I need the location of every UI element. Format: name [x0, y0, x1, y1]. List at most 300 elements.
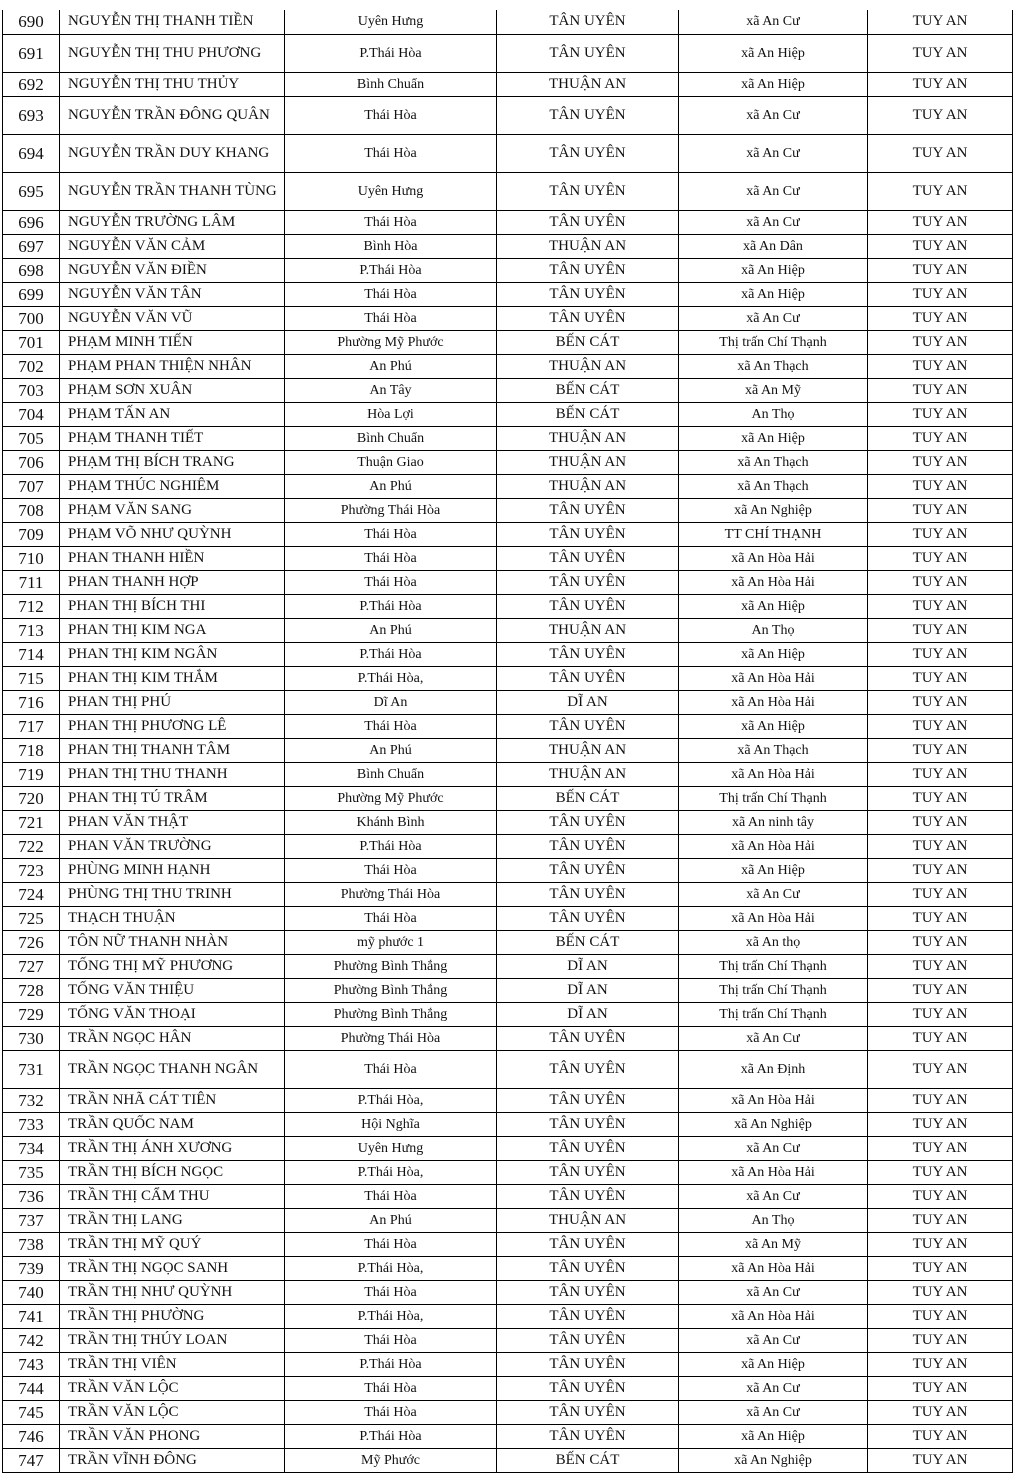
- full-name-cell: PHAN THỊ KIM NGÂN: [60, 642, 285, 666]
- hometown-commune-cell: xã An ninh tây: [679, 810, 868, 834]
- district-cell: TÂN UYÊN: [497, 666, 679, 690]
- row-number-cell: 741: [3, 1304, 60, 1328]
- hometown-district-cell: TUY AN: [868, 570, 1013, 594]
- ward-cell: P.Thái Hòa,: [285, 1256, 497, 1280]
- ward-cell: Bình Chuẩn: [285, 762, 497, 786]
- hometown-commune-cell: xã An Thạch: [679, 738, 868, 762]
- hometown-commune-cell: xã An Hòa Hải: [679, 546, 868, 570]
- district-cell: THUẬN AN: [497, 738, 679, 762]
- district-cell: THUẬN AN: [497, 72, 679, 96]
- row-number-cell: 744: [3, 1376, 60, 1400]
- district-cell: TÂN UYÊN: [497, 1424, 679, 1448]
- full-name-cell: TRẦN THỊ NHƯ QUỲNH: [60, 1280, 285, 1304]
- hometown-district-cell: TUY AN: [868, 1208, 1013, 1232]
- hometown-commune-cell: xã An Cư: [679, 1400, 868, 1424]
- hometown-commune-cell: xã An Hòa Hải: [679, 762, 868, 786]
- ward-cell: P.Thái Hòa: [285, 642, 497, 666]
- row-number-cell: 712: [3, 594, 60, 618]
- table-row: [3, 690, 1013, 714]
- table-row: [3, 1160, 1013, 1184]
- ward-cell: Phường Mỹ Phước: [285, 786, 497, 810]
- hometown-district-cell: TUY AN: [868, 306, 1013, 330]
- full-name-cell: NGUYỄN VĂN TÂN: [60, 282, 285, 306]
- row-number-cell: 723: [3, 858, 60, 882]
- hometown-commune-cell: xã An Hòa Hải: [679, 690, 868, 714]
- full-name-cell: NGUYỄN THỊ THU THỦY: [60, 72, 285, 96]
- table-row: [3, 10, 1013, 34]
- hometown-commune-cell: xã An Thạch: [679, 354, 868, 378]
- hometown-district-cell: TUY AN: [868, 258, 1013, 282]
- table-row: [3, 738, 1013, 762]
- table-row: [3, 210, 1013, 234]
- table-row: [3, 134, 1013, 172]
- district-cell: TÂN UYÊN: [497, 1352, 679, 1376]
- district-cell: BẾN CÁT: [497, 786, 679, 810]
- district-cell: BẾN CÁT: [497, 1448, 679, 1472]
- full-name-cell: PHÙNG THỊ THU TRINH: [60, 882, 285, 906]
- table-row: [3, 1256, 1013, 1280]
- full-name-cell: PHAN THỊ KIM NGA: [60, 618, 285, 642]
- row-number-cell: 713: [3, 618, 60, 642]
- full-name-cell: TRẦN VĨNH ĐÔNG: [60, 1448, 285, 1472]
- district-cell: TÂN UYÊN: [497, 498, 679, 522]
- hometown-district-cell: TUY AN: [868, 930, 1013, 954]
- full-name-cell: NGUYỄN TRƯỜNG LÂM: [60, 210, 285, 234]
- table-row: [3, 96, 1013, 134]
- district-cell: TÂN UYÊN: [497, 134, 679, 172]
- district-cell: THUẬN AN: [497, 1208, 679, 1232]
- row-number-cell: 698: [3, 258, 60, 282]
- table-row: [3, 1448, 1013, 1472]
- ward-cell: Thái Hòa: [285, 570, 497, 594]
- ward-cell: P.Thái Hòa: [285, 34, 497, 72]
- row-number-cell: 701: [3, 330, 60, 354]
- district-cell: TÂN UYÊN: [497, 1304, 679, 1328]
- row-number-cell: 695: [3, 172, 60, 210]
- hometown-commune-cell: xã An Hiệp: [679, 282, 868, 306]
- district-cell: TÂN UYÊN: [497, 1280, 679, 1304]
- full-name-cell: TRẦN THỊ BÍCH NGỌC: [60, 1160, 285, 1184]
- district-cell: BẾN CÁT: [497, 930, 679, 954]
- row-number-cell: 703: [3, 378, 60, 402]
- table-row: [3, 882, 1013, 906]
- table-row: [3, 1352, 1013, 1376]
- row-number-cell: 742: [3, 1328, 60, 1352]
- hometown-commune-cell: xã An Cư: [679, 306, 868, 330]
- ward-cell: Phường Bình Thắng: [285, 978, 497, 1002]
- hometown-district-cell: TUY AN: [868, 234, 1013, 258]
- row-number-cell: 739: [3, 1256, 60, 1280]
- ward-cell: Thái Hòa: [285, 858, 497, 882]
- row-number-cell: 720: [3, 786, 60, 810]
- full-name-cell: NGUYỄN VĂN VŨ: [60, 306, 285, 330]
- ward-cell: P.Thái Hòa,: [285, 1160, 497, 1184]
- hometown-district-cell: TUY AN: [868, 978, 1013, 1002]
- ward-cell: An Phú: [285, 354, 497, 378]
- district-cell: TÂN UYÊN: [497, 906, 679, 930]
- hometown-commune-cell: Thị trấn Chí Thạnh: [679, 786, 868, 810]
- district-cell: TÂN UYÊN: [497, 1232, 679, 1256]
- district-cell: BẾN CÁT: [497, 402, 679, 426]
- table-row: [3, 618, 1013, 642]
- district-cell: THUẬN AN: [497, 450, 679, 474]
- table-row: [3, 858, 1013, 882]
- ward-cell: P.Thái Hòa: [285, 258, 497, 282]
- full-name-cell: NGUYỄN TRẦN ĐÔNG QUÂN: [60, 96, 285, 134]
- full-name-cell: PHẠM THÚC NGHIÊM: [60, 474, 285, 498]
- district-cell: DĨ AN: [497, 690, 679, 714]
- ward-cell: Uyên Hưng: [285, 172, 497, 210]
- hometown-district-cell: TUY AN: [868, 34, 1013, 72]
- hometown-commune-cell: An Thọ: [679, 618, 868, 642]
- table-row: [3, 570, 1013, 594]
- hometown-district-cell: TUY AN: [868, 1424, 1013, 1448]
- table-row: [3, 978, 1013, 1002]
- row-number-cell: 725: [3, 906, 60, 930]
- ward-cell: An Phú: [285, 738, 497, 762]
- full-name-cell: PHẠM SƠN XUÂN: [60, 378, 285, 402]
- hometown-commune-cell: xã An Nghiệp: [679, 1448, 868, 1472]
- row-number-cell: 696: [3, 210, 60, 234]
- full-name-cell: TRẦN THỊ MỸ QUÝ: [60, 1232, 285, 1256]
- hometown-commune-cell: xã An Cư: [679, 1280, 868, 1304]
- row-number-cell: 738: [3, 1232, 60, 1256]
- ward-cell: P.Thái Hòa: [285, 1352, 497, 1376]
- table-row: [3, 258, 1013, 282]
- ward-cell: Thuận Giao: [285, 450, 497, 474]
- ward-cell: Phường Thái Hòa: [285, 1026, 497, 1050]
- hometown-commune-cell: An Thọ: [679, 402, 868, 426]
- district-cell: DĨ AN: [497, 978, 679, 1002]
- row-number-cell: 745: [3, 1400, 60, 1424]
- hometown-commune-cell: xã An Cư: [679, 1376, 868, 1400]
- hometown-commune-cell: xã An Hòa Hải: [679, 1088, 868, 1112]
- hometown-district-cell: TUY AN: [868, 426, 1013, 450]
- ward-cell: Thái Hòa: [285, 1280, 497, 1304]
- district-cell: TÂN UYÊN: [497, 642, 679, 666]
- district-cell: TÂN UYÊN: [497, 858, 679, 882]
- full-name-cell: NGUYỄN TRẦN THANH TÙNG: [60, 172, 285, 210]
- table-row: [3, 1136, 1013, 1160]
- hometown-commune-cell: xã An Cư: [679, 1026, 868, 1050]
- row-number-cell: 743: [3, 1352, 60, 1376]
- full-name-cell: PHAN THỊ BÍCH THI: [60, 594, 285, 618]
- full-name-cell: TRẦN VĂN LỘC: [60, 1400, 285, 1424]
- full-name-cell: TỐNG THỊ MỸ PHƯƠNG: [60, 954, 285, 978]
- hometown-district-cell: TUY AN: [868, 1050, 1013, 1088]
- row-number-cell: 692: [3, 72, 60, 96]
- row-number-cell: 707: [3, 474, 60, 498]
- row-number-cell: 722: [3, 834, 60, 858]
- row-number-cell: 732: [3, 1088, 60, 1112]
- row-number-cell: 729: [3, 1002, 60, 1026]
- hometown-district-cell: TUY AN: [868, 1376, 1013, 1400]
- ward-cell: Thái Hòa: [285, 1400, 497, 1424]
- full-name-cell: TRẦN NHÃ CÁT TIÊN: [60, 1088, 285, 1112]
- row-number-cell: 714: [3, 642, 60, 666]
- hometown-district-cell: TUY AN: [868, 1026, 1013, 1050]
- table-row: [3, 1232, 1013, 1256]
- district-cell: BẾN CÁT: [497, 378, 679, 402]
- hometown-district-cell: TUY AN: [868, 134, 1013, 172]
- hometown-district-cell: TUY AN: [868, 1352, 1013, 1376]
- hometown-commune-cell: TT CHÍ THẠNH: [679, 522, 868, 546]
- table-row: [3, 282, 1013, 306]
- hometown-commune-cell: xã An Cư: [679, 10, 868, 34]
- hometown-commune-cell: xã An Hòa Hải: [679, 834, 868, 858]
- district-cell: TÂN UYÊN: [497, 1026, 679, 1050]
- table-row: [3, 834, 1013, 858]
- full-name-cell: NGUYỄN VĂN CẢM: [60, 234, 285, 258]
- hometown-district-cell: TUY AN: [868, 1448, 1013, 1472]
- row-number-cell: 708: [3, 498, 60, 522]
- ward-cell: Phường Bình Thắng: [285, 954, 497, 978]
- ward-cell: Thái Hòa: [285, 1232, 497, 1256]
- district-cell: TÂN UYÊN: [497, 1184, 679, 1208]
- district-cell: TÂN UYÊN: [497, 258, 679, 282]
- hometown-commune-cell: xã An Mỹ: [679, 1232, 868, 1256]
- district-cell: DĨ AN: [497, 954, 679, 978]
- full-name-cell: PHẠM VĂN SANG: [60, 498, 285, 522]
- table-row: [3, 1184, 1013, 1208]
- hometown-district-cell: TUY AN: [868, 714, 1013, 738]
- hometown-commune-cell: xã An Hiệp: [679, 1424, 868, 1448]
- hometown-commune-cell: xã An Cư: [679, 172, 868, 210]
- full-name-cell: TRẦN VĂN LỘC: [60, 1376, 285, 1400]
- hometown-commune-cell: xã An Cư: [679, 882, 868, 906]
- ward-cell: Thái Hòa: [285, 714, 497, 738]
- table-row: [3, 498, 1013, 522]
- row-number-cell: 697: [3, 234, 60, 258]
- hometown-district-cell: TUY AN: [868, 96, 1013, 134]
- ward-cell: Thái Hòa: [285, 282, 497, 306]
- full-name-cell: PHAN THỊ THU THANH: [60, 762, 285, 786]
- row-number-cell: 700: [3, 306, 60, 330]
- full-name-cell: PHAN THỊ KIM THẮM: [60, 666, 285, 690]
- table-row: [3, 402, 1013, 426]
- district-cell: DĨ AN: [497, 1002, 679, 1026]
- table-row: [3, 1376, 1013, 1400]
- full-name-cell: TRẦN THỊ PHƯỜNG: [60, 1304, 285, 1328]
- table-row: [3, 930, 1013, 954]
- district-cell: TÂN UYÊN: [497, 810, 679, 834]
- ward-cell: Bình Chuẩn: [285, 72, 497, 96]
- hometown-commune-cell: xã An Hòa Hải: [679, 1304, 868, 1328]
- ward-cell: Thái Hòa: [285, 906, 497, 930]
- table-row: [3, 474, 1013, 498]
- hometown-commune-cell: xã An Dân: [679, 234, 868, 258]
- hometown-district-cell: TUY AN: [868, 882, 1013, 906]
- table-row: [3, 72, 1013, 96]
- district-cell: TÂN UYÊN: [497, 1400, 679, 1424]
- ward-cell: An Phú: [285, 618, 497, 642]
- ward-cell: Phường Thái Hòa: [285, 882, 497, 906]
- hometown-district-cell: TUY AN: [868, 594, 1013, 618]
- ward-cell: Thái Hòa: [285, 1376, 497, 1400]
- hometown-district-cell: TUY AN: [868, 282, 1013, 306]
- hometown-district-cell: TUY AN: [868, 1304, 1013, 1328]
- row-number-cell: 704: [3, 402, 60, 426]
- full-name-cell: PHAN THỊ THANH TÂM: [60, 738, 285, 762]
- ward-cell: Thái Hòa: [285, 134, 497, 172]
- hometown-district-cell: TUY AN: [868, 330, 1013, 354]
- ward-cell: Uyên Hưng: [285, 1136, 497, 1160]
- hometown-district-cell: TUY AN: [868, 1280, 1013, 1304]
- hometown-district-cell: TUY AN: [868, 1232, 1013, 1256]
- hometown-district-cell: TUY AN: [868, 1112, 1013, 1136]
- ward-cell: Mỹ Phước: [285, 1448, 497, 1472]
- ward-cell: An Tây: [285, 378, 497, 402]
- table-row: [3, 714, 1013, 738]
- row-number-cell: 715: [3, 666, 60, 690]
- district-cell: TÂN UYÊN: [497, 282, 679, 306]
- row-number-cell: 706: [3, 450, 60, 474]
- full-name-cell: PHẠM TẤN AN: [60, 402, 285, 426]
- full-name-cell: NGUYỄN THỊ THANH TIỀN: [60, 10, 285, 34]
- row-number-cell: 727: [3, 954, 60, 978]
- hometown-commune-cell: xã An Hòa Hải: [679, 1160, 868, 1184]
- hometown-district-cell: TUY AN: [868, 858, 1013, 882]
- ward-cell: P.Thái Hòa,: [285, 1304, 497, 1328]
- row-number-cell: 734: [3, 1136, 60, 1160]
- ward-cell: Hòa Lợi: [285, 402, 497, 426]
- hometown-district-cell: TUY AN: [868, 450, 1013, 474]
- district-cell: THUẬN AN: [497, 234, 679, 258]
- district-cell: TÂN UYÊN: [497, 594, 679, 618]
- ward-cell: An Phú: [285, 1208, 497, 1232]
- ward-cell: Thái Hòa: [285, 1050, 497, 1088]
- table-row: [3, 34, 1013, 72]
- full-name-cell: PHAN THỊ TÚ TRÂM: [60, 786, 285, 810]
- table-row: [3, 954, 1013, 978]
- ward-cell: Phường Thái Hòa: [285, 498, 497, 522]
- district-cell: TÂN UYÊN: [497, 522, 679, 546]
- hometown-district-cell: TUY AN: [868, 1328, 1013, 1352]
- hometown-commune-cell: xã An Cư: [679, 1328, 868, 1352]
- hometown-commune-cell: xã An Định: [679, 1050, 868, 1088]
- hometown-district-cell: TUY AN: [868, 522, 1013, 546]
- hometown-commune-cell: An Thọ: [679, 1208, 868, 1232]
- table-row: [3, 1424, 1013, 1448]
- row-number-cell: 736: [3, 1184, 60, 1208]
- row-number-cell: 705: [3, 426, 60, 450]
- table-row: [3, 1026, 1013, 1050]
- hometown-commune-cell: Thị trấn Chí Thạnh: [679, 954, 868, 978]
- row-number-cell: 731: [3, 1050, 60, 1088]
- table-row: [3, 234, 1013, 258]
- full-name-cell: TRẦN THỊ VIÊN: [60, 1352, 285, 1376]
- table-row: [3, 378, 1013, 402]
- hometown-district-cell: TUY AN: [868, 210, 1013, 234]
- ward-cell: Uyên Hưng: [285, 10, 497, 34]
- district-cell: TÂN UYÊN: [497, 1160, 679, 1184]
- hometown-district-cell: TUY AN: [868, 546, 1013, 570]
- full-name-cell: TRẦN THỊ THÚY LOAN: [60, 1328, 285, 1352]
- full-name-cell: PHẠM PHAN THIỆN NHÂN: [60, 354, 285, 378]
- district-cell: THUẬN AN: [497, 474, 679, 498]
- full-name-cell: PHAN THỊ PHƯƠNG LÊ: [60, 714, 285, 738]
- district-cell: TÂN UYÊN: [497, 34, 679, 72]
- table-row: [3, 330, 1013, 354]
- ward-cell: Thái Hòa: [285, 1184, 497, 1208]
- table-row: [3, 1112, 1013, 1136]
- hometown-district-cell: TUY AN: [868, 1136, 1013, 1160]
- hometown-commune-cell: xã An Hiệp: [679, 642, 868, 666]
- table-row: [3, 546, 1013, 570]
- hometown-commune-cell: xã An Thạch: [679, 474, 868, 498]
- row-number-cell: 728: [3, 978, 60, 1002]
- ward-cell: Hội Nghĩa: [285, 1112, 497, 1136]
- full-name-cell: NGUYỄN THỊ THU PHƯƠNG: [60, 34, 285, 72]
- table-row: [3, 426, 1013, 450]
- row-number-cell: 691: [3, 34, 60, 72]
- ward-cell: P.Thái Hòa: [285, 1424, 497, 1448]
- full-name-cell: TỐNG VĂN THIỆU: [60, 978, 285, 1002]
- hometown-district-cell: TUY AN: [868, 906, 1013, 930]
- hometown-district-cell: TUY AN: [868, 1002, 1013, 1026]
- hometown-district-cell: TUY AN: [868, 402, 1013, 426]
- full-name-cell: TRẦN THỊ CẨM THU: [60, 1184, 285, 1208]
- hometown-district-cell: TUY AN: [868, 738, 1013, 762]
- row-number-cell: 711: [3, 570, 60, 594]
- hometown-commune-cell: xã An Hiệp: [679, 594, 868, 618]
- row-number-cell: 710: [3, 546, 60, 570]
- district-cell: TÂN UYÊN: [497, 882, 679, 906]
- hometown-district-cell: TUY AN: [868, 642, 1013, 666]
- district-cell: TÂN UYÊN: [497, 546, 679, 570]
- hometown-commune-cell: xã An Cư: [679, 1136, 868, 1160]
- row-number-cell: 719: [3, 762, 60, 786]
- hometown-commune-cell: xã An Nghiệp: [679, 498, 868, 522]
- table-row: [3, 1304, 1013, 1328]
- hometown-commune-cell: xã An Cư: [679, 96, 868, 134]
- ward-cell: Thái Hòa: [285, 306, 497, 330]
- ward-cell: Thái Hòa: [285, 96, 497, 134]
- hometown-district-cell: TUY AN: [868, 762, 1013, 786]
- full-name-cell: PHẠM THỊ BÍCH TRANG: [60, 450, 285, 474]
- ward-cell: Thái Hòa: [285, 210, 497, 234]
- district-cell: TÂN UYÊN: [497, 1136, 679, 1160]
- hometown-commune-cell: xã An Hiệp: [679, 72, 868, 96]
- hometown-commune-cell: xã An Hiệp: [679, 34, 868, 72]
- ward-cell: Phường Mỹ Phước: [285, 330, 497, 354]
- hometown-district-cell: TUY AN: [868, 810, 1013, 834]
- hometown-commune-cell: xã An Hiệp: [679, 258, 868, 282]
- hometown-commune-cell: xã An Hòa Hải: [679, 1256, 868, 1280]
- district-cell: TÂN UYÊN: [497, 1050, 679, 1088]
- hometown-district-cell: TUY AN: [868, 1160, 1013, 1184]
- district-cell: TÂN UYÊN: [497, 1112, 679, 1136]
- full-name-cell: THẠCH THUẬN: [60, 906, 285, 930]
- ward-cell: Dĩ An: [285, 690, 497, 714]
- hometown-district-cell: TUY AN: [868, 954, 1013, 978]
- hometown-district-cell: TUY AN: [868, 618, 1013, 642]
- full-name-cell: NGUYỄN TRẦN DUY KHANG: [60, 134, 285, 172]
- table-row: [3, 810, 1013, 834]
- full-name-cell: PHÙNG MINH HẠNH: [60, 858, 285, 882]
- table-row: [3, 1050, 1013, 1088]
- hometown-district-cell: TUY AN: [868, 498, 1013, 522]
- table-row: [3, 522, 1013, 546]
- row-number-cell: 699: [3, 282, 60, 306]
- full-name-cell: TÔN NỮ THANH NHÀN: [60, 930, 285, 954]
- ward-cell: Thái Hòa: [285, 522, 497, 546]
- hometown-commune-cell: xã An Thạch: [679, 450, 868, 474]
- row-number-cell: 709: [3, 522, 60, 546]
- district-cell: BẾN CÁT: [497, 330, 679, 354]
- ward-cell: P.Thái Hòa: [285, 834, 497, 858]
- hometown-commune-cell: xã An Hiệp: [679, 426, 868, 450]
